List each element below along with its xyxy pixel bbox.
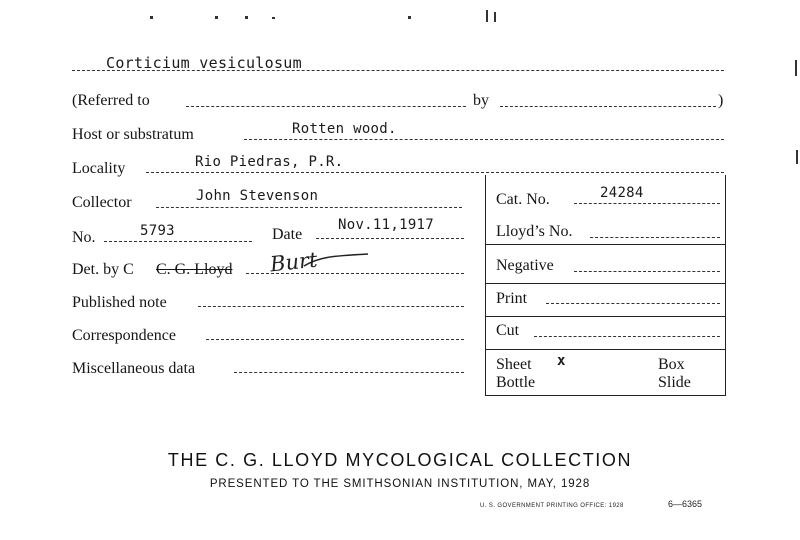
box-divider	[486, 316, 725, 317]
close-paren: )	[718, 92, 724, 109]
correspondence-label: Correspondence	[72, 327, 176, 344]
published-note-line	[198, 306, 464, 307]
printing-office-note: U. S. GOVERNMENT PRINTING OFFICE: 1928	[480, 503, 624, 509]
collector-value: John Stevenson	[196, 188, 319, 204]
box-left-border	[485, 175, 486, 396]
print-line	[546, 303, 720, 304]
date-line	[316, 238, 464, 239]
referred-to-label: (Referred to	[72, 92, 150, 109]
box-bottom-border	[485, 395, 726, 396]
referred-to-line	[186, 106, 466, 107]
locality-label: Locality	[72, 160, 126, 177]
correspondence-line	[206, 339, 464, 340]
footer-subtitle-wrap	[0, 474, 800, 492]
box-right-border	[725, 175, 726, 396]
negative-label: Negative	[496, 257, 554, 274]
det-by-struck-name: C. G. Lloyd	[156, 261, 233, 278]
speck	[408, 16, 411, 19]
cat-no-label: Cat. No.	[496, 191, 550, 208]
collector-label: Collector	[72, 194, 132, 211]
locality-value: Rio Piedras, P.R.	[195, 154, 344, 170]
speck	[494, 12, 496, 22]
negative-line	[574, 271, 720, 272]
no-label: No.	[72, 229, 96, 246]
species-line	[72, 70, 724, 71]
form-code: 6—6365	[668, 499, 703, 509]
host-line	[244, 139, 724, 140]
cut-label: Cut	[496, 322, 520, 339]
date-value: Nov.11,1917	[338, 217, 435, 233]
det-by-line	[246, 273, 464, 274]
det-by-label: Det. by C	[72, 261, 134, 278]
det-by-handwritten: Burt	[268, 247, 319, 277]
no-line	[104, 241, 252, 242]
misc-data-label: Miscellaneous data	[72, 360, 196, 377]
host-value: Rotten wood.	[292, 121, 397, 137]
speck	[272, 17, 275, 19]
sheet-label: Sheet	[496, 356, 532, 373]
host-label: Host or substratum	[72, 126, 194, 143]
speck	[245, 16, 248, 19]
box-divider	[486, 283, 725, 284]
locality-line	[146, 172, 724, 173]
cat-no-line	[574, 203, 720, 204]
box-label: Box	[658, 356, 685, 373]
date-label: Date	[272, 226, 303, 243]
speck	[215, 16, 218, 19]
speck	[150, 16, 153, 19]
lloyds-no-line	[590, 237, 720, 238]
by-label: by	[473, 92, 489, 109]
speck	[795, 60, 797, 76]
handwriting-flourish	[300, 252, 372, 272]
lloyds-no-label: Lloyd’s No.	[496, 223, 573, 240]
cat-no-value: 24284	[600, 185, 644, 201]
species-name: Corticium vesiculosum	[106, 54, 302, 72]
collection-title: THE C. G. LLOYD MYCOLOGICAL COLLECTION	[167, 450, 633, 470]
misc-data-line	[234, 372, 464, 373]
by-line	[500, 106, 716, 107]
speck	[486, 10, 488, 22]
bottle-label: Bottle	[496, 374, 536, 391]
box-divider	[486, 349, 725, 350]
sheet-mark: x	[557, 353, 566, 369]
collector-line	[156, 207, 462, 208]
slide-label: Slide	[658, 374, 691, 391]
published-note-label: Published note	[72, 294, 167, 311]
speck	[796, 150, 798, 164]
box-divider	[486, 244, 725, 245]
footer-title-wrap	[0, 450, 800, 471]
cut-line	[534, 336, 720, 337]
no-value: 5793	[140, 223, 175, 239]
print-label: Print	[496, 290, 528, 307]
collection-subtitle: PRESENTED TO THE SMITHSONIAN INSTITUTION, MAY, 1928	[209, 478, 591, 490]
